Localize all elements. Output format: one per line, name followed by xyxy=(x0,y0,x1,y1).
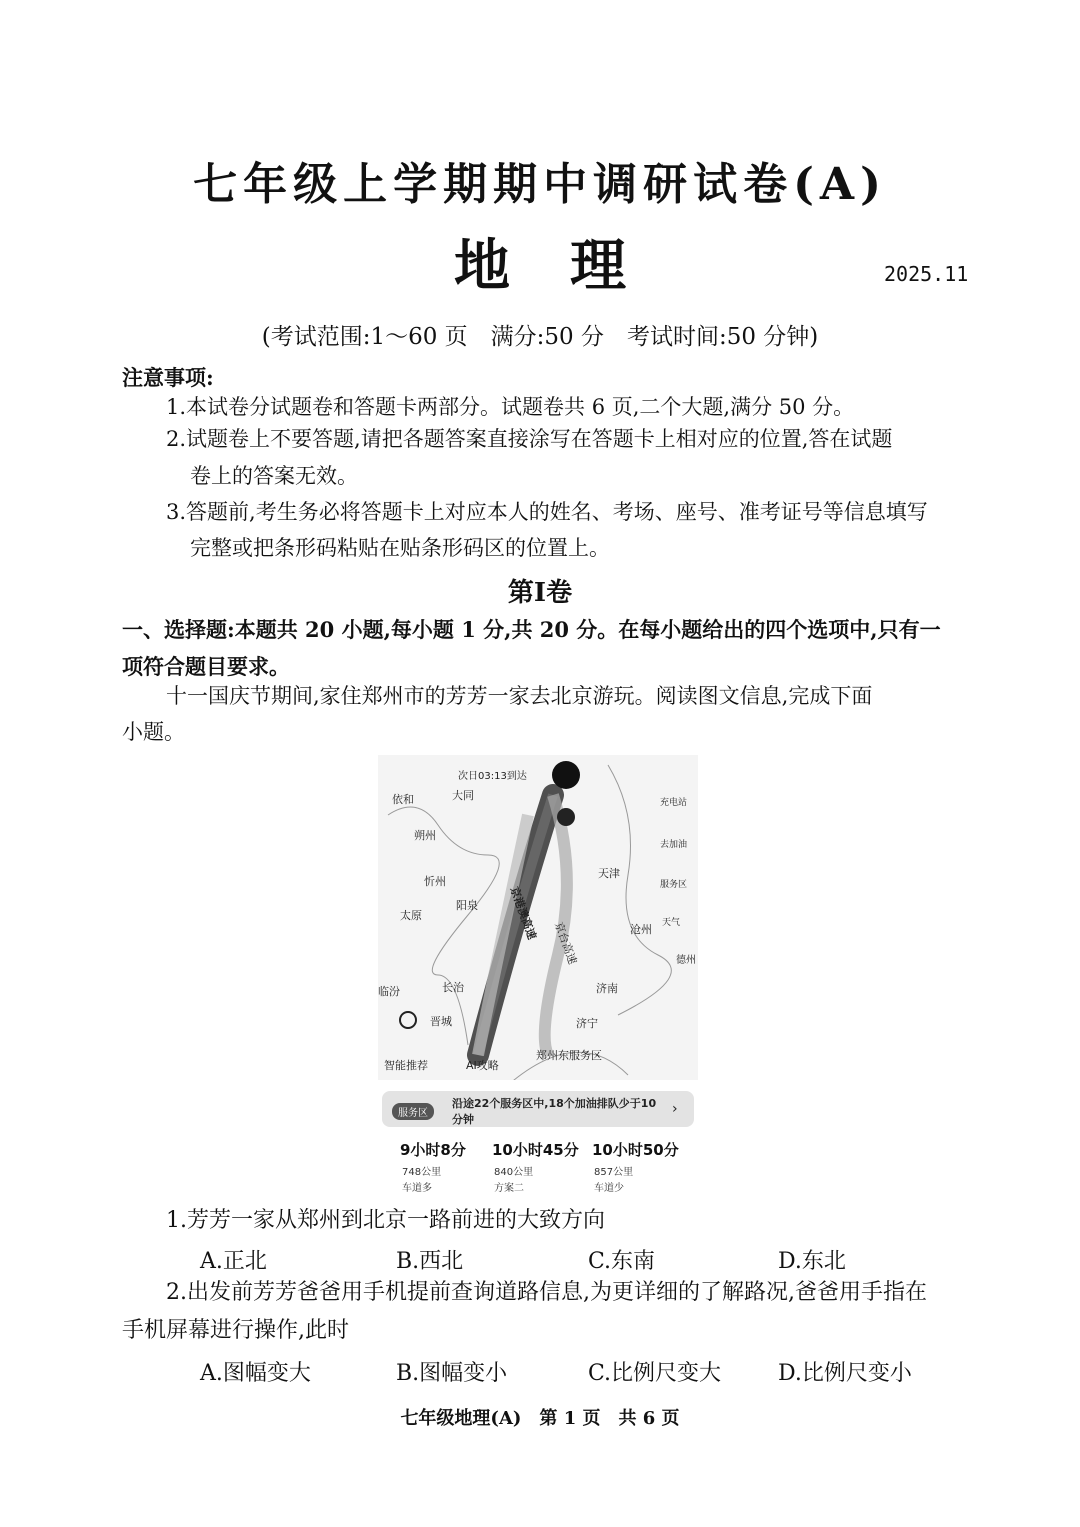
city-label: 大同 xyxy=(452,789,474,802)
service-badge: 服务区 xyxy=(392,1103,434,1120)
part1-instruction-b: 项符合题目要求。 xyxy=(122,654,290,679)
route-distance: 840公里 xyxy=(494,1167,534,1178)
intro-text-b: 小题。 xyxy=(122,720,185,744)
fuel-icon[interactable]: 去加油 xyxy=(660,840,688,850)
route-time[interactable]: 10小时45分 xyxy=(492,1141,579,1159)
service-area-name: 郑州东服务区 xyxy=(536,1049,602,1062)
service-tip-text: 沿途22个服务区中,18个加油排队少于10分钟 xyxy=(452,1097,657,1126)
q1-option-b: B.西北 xyxy=(396,1249,464,1274)
exam-date: 2025.11 xyxy=(884,262,969,286)
city-label: 济南 xyxy=(596,982,618,995)
q2-option-c: C.比例尺变大 xyxy=(588,1361,722,1386)
road-label: 京台高速 xyxy=(551,920,580,967)
notice-item-3b: 完整或把条形码粘贴在贴条形码区的位置上。 xyxy=(190,536,610,560)
part1-instruction-a: 一、选择题:本题共 20 小题,每小题 1 分,共 20 分。在每小题给出的四个选项中,只有一 xyxy=(122,617,941,642)
city-label: 太原 xyxy=(400,909,422,922)
city-label: 长治 xyxy=(442,981,464,994)
weather-icon[interactable]: 天气 xyxy=(662,918,681,928)
city-label: 阳泉 xyxy=(456,899,478,912)
page-footer: 七年级地理(A) 第 1 页 共 6 页 xyxy=(400,1408,680,1429)
section-title: 第Ⅰ卷 xyxy=(507,578,573,608)
route-tag: 车道多 xyxy=(402,1183,432,1194)
exam-title: 七年级上学期期中调研试卷(A) xyxy=(193,159,887,210)
notice-item-1: 1.本试卷分试题卷和答题卡两部分。试题卷共 6 页,二个大题,满分 50 分。 xyxy=(166,395,855,419)
route-distance: 857公里 xyxy=(594,1167,634,1178)
city-label: 天津 xyxy=(598,867,620,880)
route-tag: 车道少 xyxy=(594,1183,624,1194)
city-label: 德州 xyxy=(676,955,696,966)
service-area-icon[interactable]: 服务区 xyxy=(660,880,688,890)
exam-range: (考试范围:1～60 页 满分:50 分 考试时间:50 分钟) xyxy=(261,324,819,350)
route-time[interactable]: 10小时50分 xyxy=(592,1141,679,1159)
q1-option-c: C.东南 xyxy=(588,1249,656,1274)
ai-guide-tab[interactable]: AI攻略 xyxy=(466,1059,499,1072)
city-label: 济宁 xyxy=(576,1017,598,1030)
chevron-right-icon[interactable]: › xyxy=(672,1101,678,1117)
question-2b: 手机屏幕进行操作,此时 xyxy=(122,1318,349,1343)
notice-item-2b: 卷上的答案无效。 xyxy=(190,464,358,488)
map-graphic xyxy=(378,755,698,1085)
route-tag: 方案二 xyxy=(494,1183,524,1194)
q2-option-d: D.比例尺变小 xyxy=(778,1361,912,1386)
city-label: 晋城 xyxy=(430,1015,452,1028)
charging-icon[interactable]: 充电站 xyxy=(660,798,688,808)
question-1: 1.芳芳一家从郑州到北京一路前进的大致方向 xyxy=(166,1208,605,1233)
city-label: 沧州 xyxy=(630,923,652,936)
subject-title: 地理 xyxy=(454,233,686,299)
question-2a: 2.出发前芳芳爸爸用手机提前查询道路信息,为更详细的了解路况,爸爸用手指在 xyxy=(166,1280,927,1305)
city-label: 临汾 xyxy=(378,985,400,998)
notice-item-3a: 3.答题前,考生务必将答题卡上对应本人的姓名、考场、座号、准考证号等信息填写 xyxy=(166,500,928,524)
city-label: 依和 xyxy=(392,793,414,806)
route-time[interactable]: 9小时8分 xyxy=(400,1141,466,1159)
navigation-map xyxy=(378,755,698,1195)
notice-heading: 注意事项: xyxy=(122,365,214,390)
intro-text-a: 十一国庆节期间,家住郑州市的芳芳一家去北京游玩。阅读图文信息,完成下面 xyxy=(166,684,873,708)
notice-item-2a: 2.试题卷上不要答题,请把各题答案直接涂写在答题卡上相对应的位置,答在试题 xyxy=(166,427,893,451)
city-label: 忻州 xyxy=(424,875,446,888)
q1-option-a: A.正北 xyxy=(200,1249,267,1274)
arrival-label: 次日03:13到达 xyxy=(458,771,527,782)
route-distance: 748公里 xyxy=(402,1167,442,1178)
q1-option-d: D.东北 xyxy=(778,1249,846,1274)
q2-option-b: B.图幅变小 xyxy=(396,1361,508,1386)
road-label: 京港澳高速 xyxy=(507,885,539,942)
smart-recommend-tab[interactable]: 智能推荐 xyxy=(384,1059,428,1072)
city-label: 朔州 xyxy=(414,829,436,842)
q2-option-a: A.图幅变大 xyxy=(200,1361,311,1386)
